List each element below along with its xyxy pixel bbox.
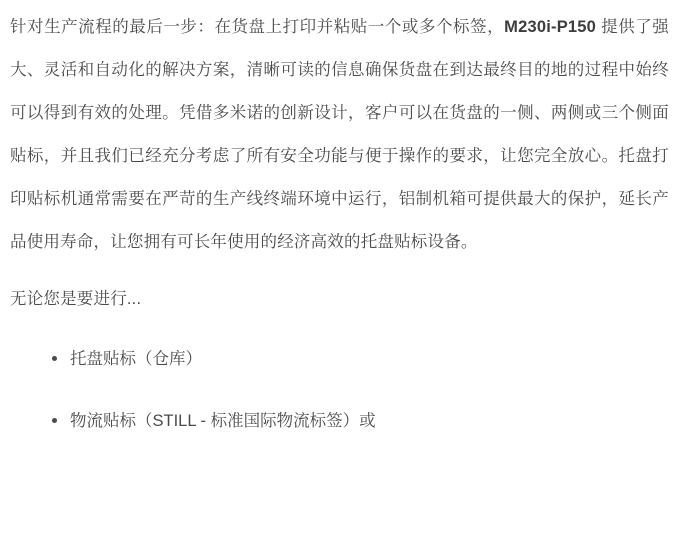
list-item: 托盘贴标（仓库） <box>10 347 669 371</box>
product-model-name: M230i-P150 <box>504 18 597 36</box>
paragraph-segment-1: 针对生产流程的最后一步：在货盘上打印并粘贴一个或多个标签， <box>10 18 505 36</box>
bullet-list <box>10 347 669 433</box>
subheading-text: 无论您是要进行... <box>10 290 142 308</box>
body-paragraph <box>10 0 669 264</box>
list-item: 物流贴标（STILL - 标准国际物流标签）或 <box>10 409 669 433</box>
paragraph-segment-3: 提供了强大、灵活和自动化的解决方案，清晰可读的信息确保货盘在到达最终目的地的过程中始终可以得到有效的处理。凭借多米诺的创新设计，客户可以在货盘的一侧、两侧或三个侧面贴标，并且我们已经充分考虑了所有安全功能与便于操作的要求，让您完全放心。托盘打印贴标机通常需要在严苛的生产线终端环境中运行，铝制机箱可提供最大的保护，延长产品使用寿命，让您拥有可长年使用的经济高效的托盘贴标设备。 <box>10 18 669 251</box>
